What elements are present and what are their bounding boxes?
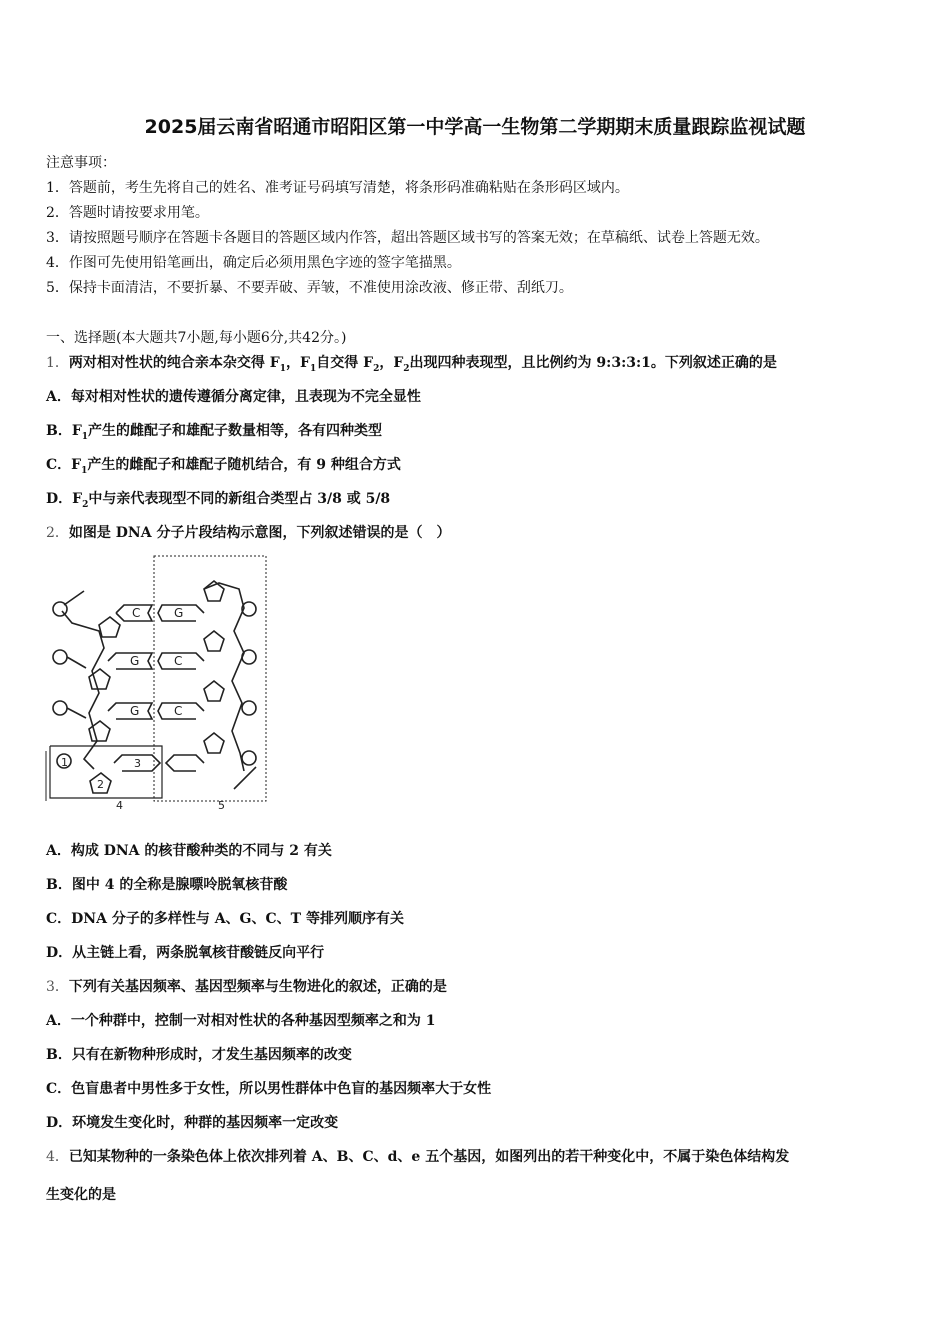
option-d[interactable]: D．$F_2$中与亲代表现型不同的新组合类型占 3/8 或 5/8 (46, 491, 391, 510)
question-number: 1． (46, 355, 69, 371)
phosphate-circle (53, 701, 67, 715)
option-b[interactable]: B．只有在新物种形成时，才发生基因频率的改变 (46, 1047, 352, 1063)
dna-structure-figure (44, 553, 276, 811)
notice-item: 5．保持卡面清洁，不要折暴、不要弄破、弄皱，不准使用涂改液、修正带、刮纸刀。 (46, 280, 573, 296)
phosphate-circle (242, 701, 256, 715)
phosphate-circle (53, 650, 67, 664)
notice-item: 1．答题前，考生先将自己的姓名、准考证号码填写清楚，将条形码准确粘贴在条形码区域内。 (46, 180, 629, 196)
section-heading: 一、选择题(本大题共7小题,每小题6分,共42分。) (46, 330, 347, 346)
label-3: 3 (134, 757, 141, 770)
base-label-g: G (130, 654, 140, 668)
question-3-stem: 3．下列有关基因频率、基因型频率与生物进化的叙述，正确的是 (46, 979, 447, 995)
phosphate-circle (53, 602, 67, 616)
option-a[interactable]: A．每对相对性状的遗传遵循分离定律，且表现为不完全显性 (46, 389, 421, 405)
base-label-c: C (132, 606, 141, 620)
label-1: 1 (61, 756, 68, 769)
option-b[interactable]: B．$F_1$产生的雌配子和雄配子数量相等，各有四种类型 (46, 423, 383, 442)
pentose (204, 631, 224, 651)
notice-heading: 注意事项： (46, 155, 116, 171)
question-2-stem: 2．如图是 DNA 分子片段结构示意图，下列叙述错误的是（ ） (46, 525, 451, 541)
base-pair-partner (166, 755, 204, 771)
left-backbone (62, 611, 104, 769)
pentose (204, 733, 224, 753)
phosphate-circle (242, 650, 256, 664)
label-4: 4 (116, 799, 123, 811)
option-b[interactable]: B．图中 4 的全称是腺嘌呤脱氧核苷酸 (46, 877, 288, 893)
label-5: 5 (218, 799, 225, 811)
page-title: 2025届云南省昭通市昭阳区第一中学高一生物第二学期期末质量跟踪监视试题 (144, 116, 806, 138)
question-4-stem-cont: 生变化的是 (46, 1187, 116, 1203)
question-number: 2． (46, 525, 69, 541)
base-label-c: C (174, 654, 183, 668)
left-strand-end (64, 591, 84, 605)
question-number: 3． (46, 979, 69, 995)
pentose (99, 617, 120, 637)
pentose (204, 681, 224, 701)
option-a[interactable]: A．构成 DNA 的核苷酸种类的不同与 2 有关 (46, 843, 332, 859)
option-d[interactable]: D．环境发生变化时，种群的基因频率一定改变 (46, 1115, 339, 1131)
base-label-g: G (130, 704, 140, 718)
phosphate-circle (242, 751, 256, 765)
notice-item: 4．作图可先使用铅笔画出，确定后必须用黑色字迹的签字笔描黑。 (46, 255, 461, 271)
option-c[interactable]: C．$F_1$产生的雌配子和雄配子随机结合，有 9 种组合方式 (46, 457, 401, 476)
question-number: 4． (46, 1149, 69, 1165)
notice-item: 3．请按照题号顺序在答题卡各题目的答题区域内作答，超出答题区域书写的答案无效；在草稿纸、试卷上答题无效。 (46, 230, 769, 246)
label-2: 2 (97, 778, 104, 791)
option-a[interactable]: A．一个种群中，控制一对相对性状的各种基因型频率之和为 1 (46, 1013, 436, 1029)
question-4-stem: 4．已知某物种的一条染色体上依次排列着 A、B、C、d、e 五个基因，如图列出的若干种变化中，不属于染色体结构发 (46, 1149, 790, 1165)
option-c[interactable]: C．色盲患者中男性多于女性，所以男性群体中色盲的基因频率大于女性 (46, 1081, 492, 1097)
question-1-stem: 1．两对相对性状的纯合亲本杂交得 $F_1$，$F_1$自交得 $F_2$，$F_2$出现四种表现型，且比例约为 9:3:3:1。下列叙述正确的是 (46, 355, 777, 374)
base-label-g: G (174, 606, 184, 620)
base-label-c: C (174, 704, 183, 718)
option-d[interactable]: D．从主链上看，两条脱氧核苷酸链反向平行 (46, 945, 325, 961)
option-c[interactable]: C．DNA 分子的多样性与 A、G、C、T 等排列顺序有关 (46, 911, 404, 927)
notice-item: 2．答题时请按要求用笔。 (46, 205, 209, 221)
